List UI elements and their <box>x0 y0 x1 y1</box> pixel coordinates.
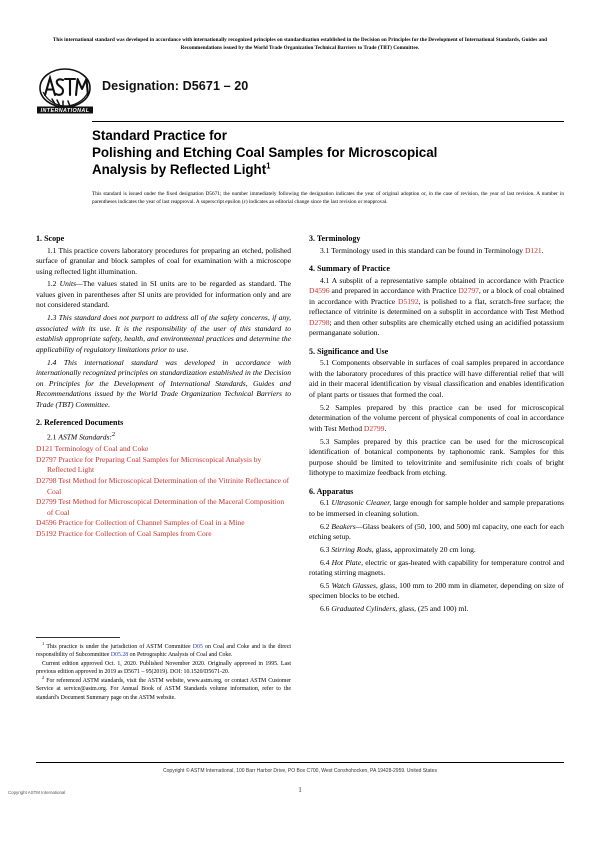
astm-standards-footnote-marker: 2 <box>111 430 116 438</box>
footnote-text: This practice is under the jurisdiction of ASTM Committee <box>46 644 193 650</box>
footnote-edition-info: Current edition approved Oct. 1, 2020. Published November 2020. Originally approved in 1995. Last previous edition approved in 2019 as D5671 – 95(2019). DOI: 10.1520/D5671-20. <box>36 660 291 676</box>
standard-title[interactable]: Test Method for Microscopical Determination of the Vitrinite Reflectance of Coal <box>47 475 290 496</box>
para-text: This standard does not purport to address all of the safety concerns, if any, associated with its use. It is the responsibility of the user of this standard to establish appropriate safety, health, and environmental practices and determine the applicability of regulatory limitations prior to use. <box>36 313 291 354</box>
para-text: glass, 100 mm to 200 mm in diameter, depending on size of specimen blocks to be etched. <box>309 580 564 601</box>
para-lead: Stirring Rods, <box>331 544 374 554</box>
section-heading-terminology: 3. Terminology <box>309 234 361 243</box>
standard-title[interactable]: Terminology of Coal and Coke <box>54 444 149 454</box>
para-text: glass, approximately 20 cm long. <box>373 544 476 554</box>
tbt-disclaimer: This international standard was developed in accordance with internationally recognized principles on standardization established in the Decision on Principles for the Development of International Standards, Guides and Recommendations issued by the World Trade Organization Technical Barriers to Trade (TBT) Committee. <box>52 37 548 52</box>
para-num: 1.4 <box>47 357 57 367</box>
paragraph-3-1 <box>309 246 564 257</box>
list-item[interactable] <box>36 529 291 540</box>
para-num: 6.6 <box>320 604 330 614</box>
section-heading-referenced-documents: 2. Referenced Documents <box>36 418 124 428</box>
footnote-text: For referenced ASTM standards, visit the ASTM website, www.astm.org, or contact ASTM Customer Service at service@astm.org. For Annual Book of ASTM Standards volume information, refer to the standard's Document Summary page on the ASTM website. <box>36 677 291 701</box>
spacer <box>309 339 564 346</box>
para-lead: Hot Plate, <box>331 557 364 567</box>
right-column <box>309 233 564 615</box>
para-text: and prepared in accordance with Practice <box>329 286 459 296</box>
standard-link[interactable]: D5192 <box>36 528 57 538</box>
footnote-2 <box>36 674 291 702</box>
para-lead: Graduated Cylinders, <box>331 604 398 614</box>
spacer <box>309 479 564 486</box>
standard-link[interactable]: D2799 <box>36 497 57 507</box>
para-lead: Units— <box>59 279 83 289</box>
para-text: Components observable in surfaces of coal samples prepared in accordance with the laboratory procedures of this practice will have differential relief that will aid in their maceral identification by visual classification and enables identification of plant parts or tissues that formed the coal. <box>309 358 564 399</box>
footnote-text: on Petrographic Analysis of Coal and Coke. <box>128 652 233 659</box>
para-num: 6.4 <box>320 557 330 567</box>
footnote-1-marker: 1 <box>42 641 45 647</box>
spacer <box>309 256 564 263</box>
title-line-3-text: Analysis by Reflected Light <box>92 162 267 178</box>
paragraph-1-2 <box>36 279 291 311</box>
para-num: 3.1 <box>320 245 330 255</box>
standard-title[interactable]: Practice for Collection of Coal Samples from Core <box>58 528 212 538</box>
para-num: 6.3 <box>320 544 330 554</box>
standard-link-d121[interactable]: D121 <box>524 245 542 255</box>
section-heading-apparatus: 6. Apparatus <box>309 486 354 496</box>
list-item[interactable] <box>36 455 291 476</box>
list-item[interactable] <box>36 476 291 497</box>
paragraph-1-4 <box>36 358 291 411</box>
footnote-text: on Coal and Coke and is the direct responsibility of Subcommittee <box>36 644 291 659</box>
referenced-standards-list <box>36 444 291 539</box>
paragraph-6-2 <box>309 522 564 543</box>
left-column <box>36 233 291 539</box>
para-num: 6.2 <box>320 521 330 531</box>
designation-row <box>36 68 564 114</box>
para-text: ; and then other subsplits are chemically etched using an acidified potassium permanganate solution. <box>309 317 564 338</box>
paragraph-4-1 <box>309 276 564 339</box>
para-text: The values stated in SI units are to be regarded as standard. The values given in parentheses after SI units are provided for information only and are not considered standard. <box>36 279 292 310</box>
paragraph-6-3 <box>309 545 564 556</box>
para-num: 5.1 <box>320 358 330 368</box>
paragraph-6-1 <box>309 498 564 519</box>
paragraph-5-3 <box>309 437 564 479</box>
standard-link-d2798[interactable]: D2798 <box>309 317 330 327</box>
para-num: 4.1 <box>320 275 330 285</box>
title-line-3 <box>92 161 564 178</box>
standard-title[interactable]: Test Method for Microscopical Determination of the Maceral Composition of Coal <box>47 497 285 517</box>
para-text: A subsplit of a representative sample obtained in accordance with Practice <box>331 275 564 285</box>
page-number: 1 <box>298 786 302 794</box>
para-text: large enough for sample holder and sample preparations to be immersed in cleaning solution. <box>309 498 564 518</box>
footnote-1 <box>36 643 291 660</box>
title-footnote-marker: 1 <box>266 161 271 171</box>
footnotes-block <box>36 643 291 702</box>
section-heading-significance-and-use: 5. Significance and Use <box>309 346 389 356</box>
para-text: This practice covers laboratory procedures for preparing an etched, polished surface of granular and block samples of coal for examination with a microscope using reflected light illumination. <box>36 245 291 276</box>
designation-label: Designation: D5671 – 20 <box>102 79 249 93</box>
para-num: 1.3 <box>47 313 57 323</box>
standard-title[interactable]: Practice for Collection of Channel Samples of Coal in a Mine <box>58 518 245 528</box>
astm-standards-label: ASTM Standards: <box>58 432 112 442</box>
footnote-2-marker: 2 <box>42 674 45 680</box>
copyright-watermark: Copyright ASTM International <box>8 790 66 795</box>
list-item[interactable] <box>36 444 291 455</box>
standard-link[interactable]: D121 <box>36 444 53 454</box>
list-item[interactable] <box>36 497 291 518</box>
para-num: 6.5 <box>320 580 330 590</box>
para-text: This international standard was developed in accordance with internationally recognized principles on standardization established in the Decision on Principles for the Development of International Standards, Guides and Recommendations issued by the World Trade Organization Technical Barriers to Trade (TBT) Committee. <box>36 357 291 409</box>
para-num: 1.2 <box>47 279 57 289</box>
header-divider <box>92 121 564 122</box>
paragraph-6-4 <box>309 558 564 579</box>
footnote-divider <box>36 637 120 638</box>
title-line-1: Standard Practice for <box>92 128 227 143</box>
para-text: Samples prepared by this practice can be used for microscopical determination of the volume percent of physical components of coal in accordance with Test Method <box>309 402 565 433</box>
para-lead: Watch Glasses, <box>331 580 378 590</box>
standard-link-d2797[interactable]: D2797 <box>458 286 479 296</box>
section-heading-summary-of-practice: 4. Summary of Practice <box>309 264 390 274</box>
para-num: 1.1 <box>47 245 57 255</box>
para-text-tail: . <box>384 423 387 433</box>
subcommittee-link-d0528[interactable]: D05.28 <box>110 652 129 659</box>
para-text: Terminology used in this standard can be found in Terminology <box>331 245 525 255</box>
paragraph-1-1 <box>36 246 291 278</box>
list-item[interactable] <box>36 518 291 529</box>
para-text: Samples prepared by this practice can be used for the microscopical identification of botanical components by taphonomic rank. Samples for this purpose should be limited to telovitrinite and semifusinite rich coals of bright lithotype to maximize feedback from etching. <box>309 436 565 478</box>
standard-link[interactable]: D4596 <box>36 518 57 528</box>
paragraph-6-5 <box>309 581 564 602</box>
para-text: , or a block of coal obtained in accordance with Practice <box>309 286 564 306</box>
section-heading-scope: 1. Scope <box>36 234 65 243</box>
para-num: 6.1 <box>320 498 330 508</box>
para-lead: Beakers— <box>331 521 363 531</box>
standard-link-d2799[interactable]: D2799 <box>363 423 385 433</box>
paragraph-1-3 <box>36 313 291 355</box>
standard-link[interactable]: D2797 <box>36 454 57 464</box>
standard-link-d5192[interactable]: D5192 <box>398 296 419 306</box>
para-num: 2.1 <box>47 432 57 442</box>
spacer <box>36 410 291 417</box>
astm-logo-icon <box>36 68 94 114</box>
para-text: electric or gas-heated with capability for temperature control and rotating stirring magnets. <box>309 557 564 578</box>
paragraph-5-1 <box>309 358 564 400</box>
copyright-notice: Copyright © ASTM International, 100 Barr Harbor Drive, PO Box C700, West Conshohocken, PA 19428-2959. United States <box>163 768 437 774</box>
standard-link[interactable]: D2798 <box>36 475 57 485</box>
issue-statement: This standard is issued under the fixed designation D5671; the number immediately following the designation indicates the year of original adoption or, in the case of revision, the year of last revision. A number in parentheses indicates the year of last reapproval. A superscript epsilon (ε) indicates an editorial change since the last revision or reapproval. <box>92 191 564 206</box>
para-text: glass, (25 and 100) ml. <box>397 604 469 614</box>
standard-title[interactable]: Practice for Preparing Coal Samples for Microscopical Analysis by Reflected Light <box>47 454 262 475</box>
para-text: Glass beakers of (50, 100, and 500) ml capacity, one each for each etching setup. <box>309 521 564 542</box>
standard-link-d4596[interactable]: D4596 <box>309 286 330 296</box>
para-text-tail: . <box>541 245 544 255</box>
para-lead: Ultrasonic Cleaner, <box>331 498 392 508</box>
para-num: 5.2 <box>320 402 330 412</box>
committee-link-d05[interactable]: D05 <box>192 644 203 650</box>
svg-text:INTERNATIONAL: INTERNATIONAL <box>40 108 90 114</box>
title-line-2: Polishing and Etching Coal Samples for Microscopical <box>92 145 438 161</box>
page-title <box>92 127 564 179</box>
paragraph-5-2 <box>309 403 564 435</box>
footer-divider <box>36 762 564 763</box>
paragraph-6-6 <box>309 604 564 615</box>
paragraph-2-1 <box>36 430 291 443</box>
para-num: 5.3 <box>320 436 330 446</box>
para-text: , is polished to a flat, scratch-free surface; the reflectance of vitrinite is determined on a subsplit in accordance with Test Method <box>309 296 564 317</box>
